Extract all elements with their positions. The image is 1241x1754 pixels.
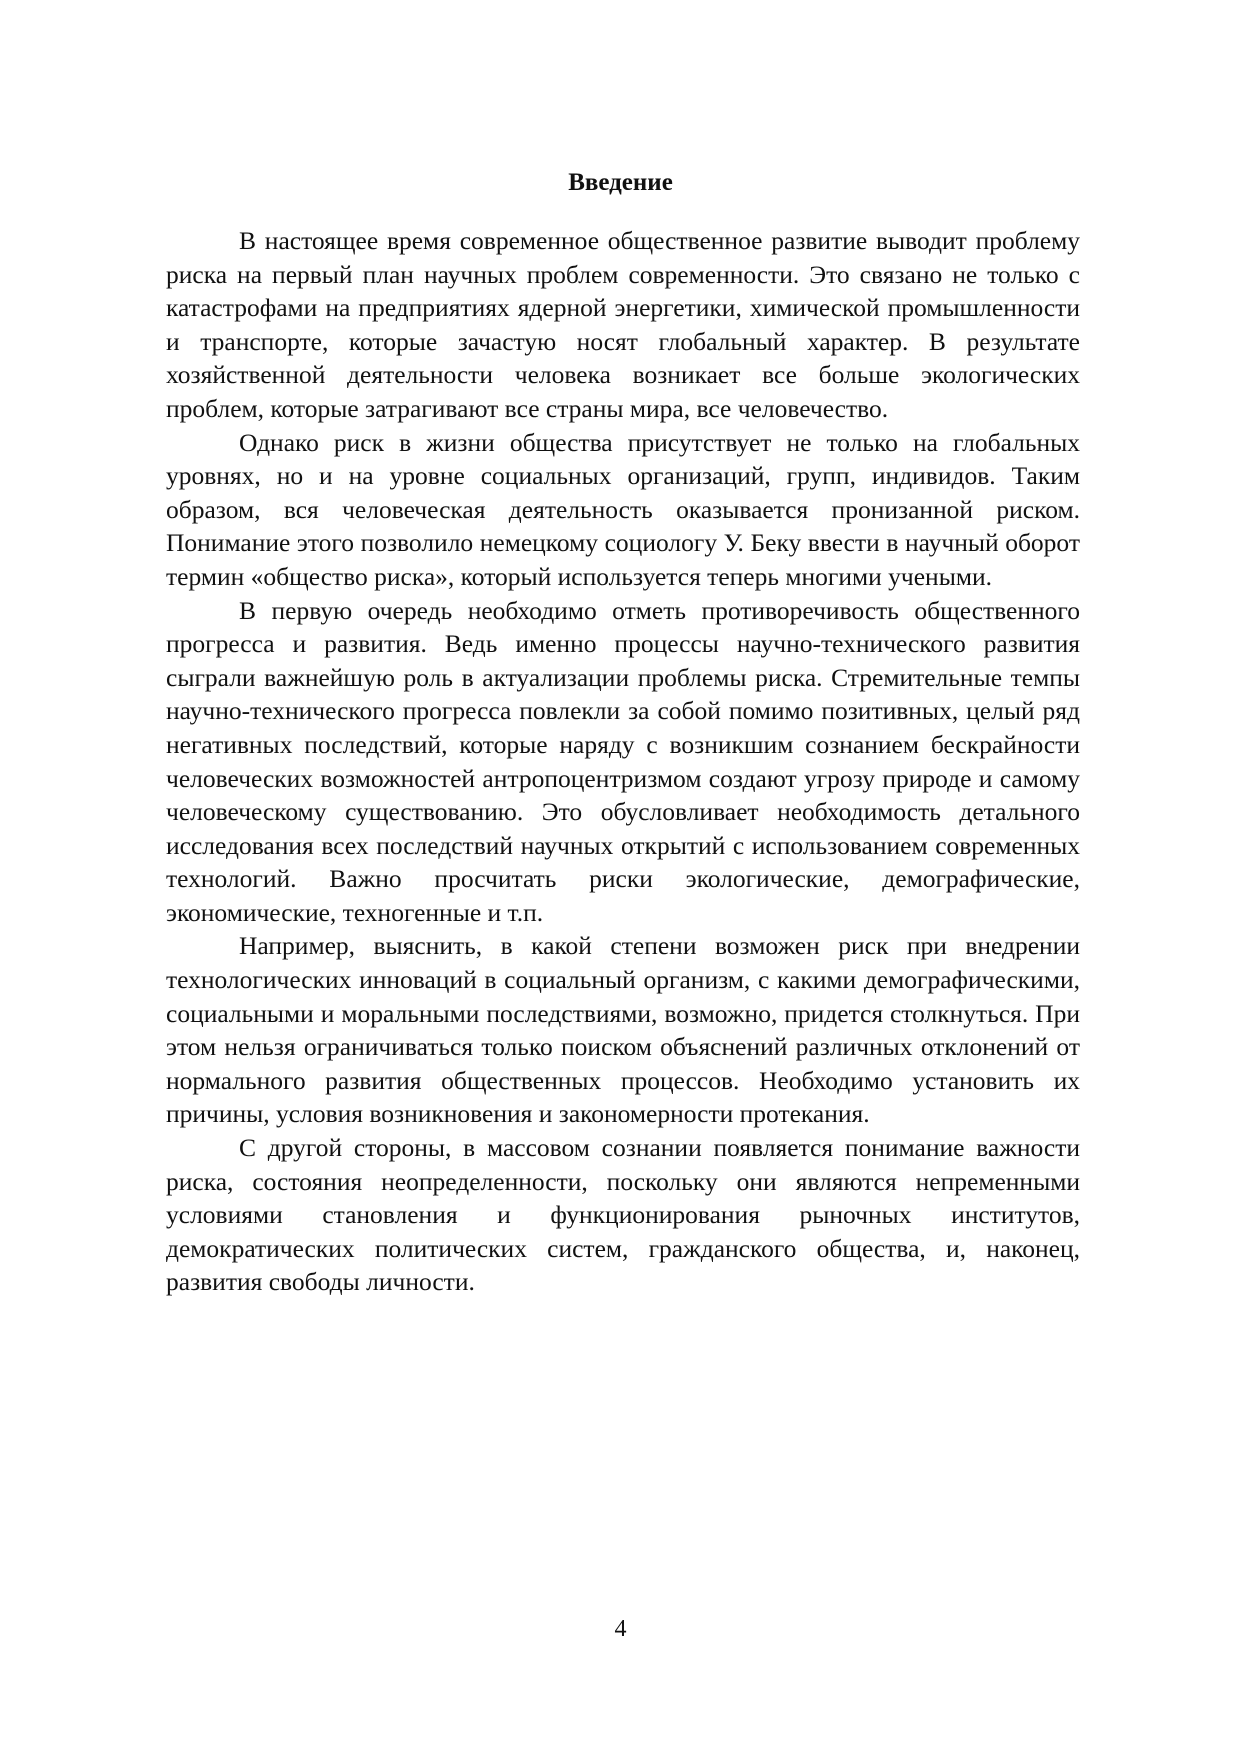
document-body bbox=[166, 224, 1080, 1299]
paragraph-4: Например, выяснить, в какой степени возможен риск при внедрении технологических инноваций в социальный организм, с какими демографическими, социальными и моральными последствиями, возможно, придется столкнуться. При этом нельзя ограничиваться только поиском объяснений различных отклонений от нормального развития общественных процессов. Необходимо установить их причины, условия возникновения и закономерности протекания. bbox=[166, 931, 1080, 1129]
page-title: Введение bbox=[568, 169, 673, 196]
paragraph-1: В настоящее время современное общественное развитие выводит проблему риска на первый план научных проблем современности. Это связано не только с катастрофами на предприятиях ядерной энергетики, химической промышленности и транспорте, которые зачастую носят глобальный характер. В результате хозяйственной деятельности человека возникает все больше экологических проблем, которые затрагивают все страны мира, все человечество. bbox=[166, 226, 1080, 423]
paragraph-5: С другой стороны, в массовом сознании появляется понимание важности риска, состояния неопределенности, поскольку они являются непременными условиями становления и функционирования рыночных институтов, демократических политических систем, гражданского общества, и, наконец, развития свободы личности. bbox=[166, 1133, 1080, 1297]
paragraph-2: Однако риск в жизни общества присутствует не только на глобальных уровнях, но и на уровне социальных организаций, групп, индивидов. Таким образом, вся человеческая деятельность оказывается пронизанной риском. Понимание этого позволило немецкому социологу У. Беку ввести в научный оборот термин «общество риска», который используется теперь многими учеными. bbox=[166, 427, 1080, 591]
page-number: 4 bbox=[614, 1616, 627, 1642]
paragraph-3: В первую очередь необходимо отметь противоречивость общественного прогресса и развития. Ведь именно процессы научно-технического развития сыграли важнейшую роль в актуализации проблемы риска. Стремительные темпы научно-технического прогресса повлекли за собой помимо позитивных, целый ряд негативных последствий, которые наряду с возникшим сознанием бескрайности человеческих возможностей антропоцентризмом создают угрозу природе и самому человеческому существованию. Это обусловливает необходимость детального исследования всех последствий научных открытий с использованием современных технологий. Важно просчитать риски экологические, демографические, экономические, техногенные и т.п. bbox=[166, 595, 1080, 927]
